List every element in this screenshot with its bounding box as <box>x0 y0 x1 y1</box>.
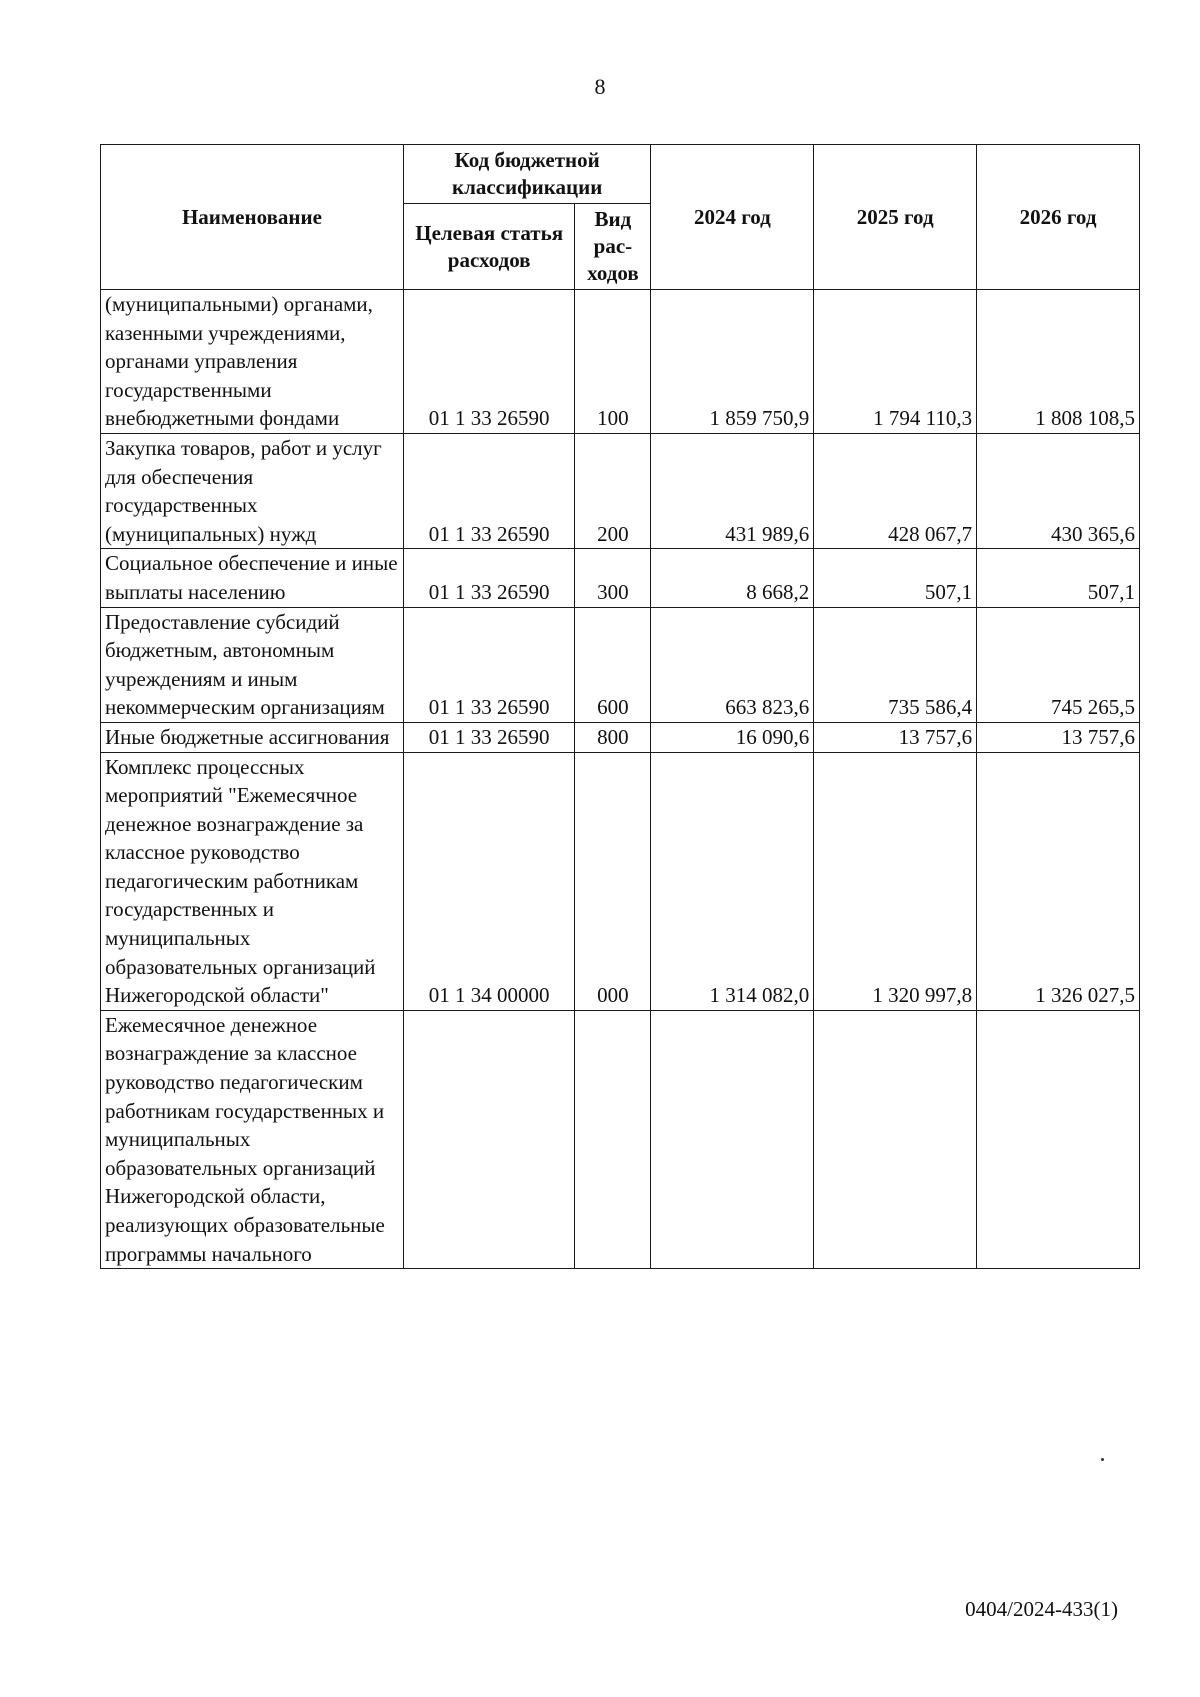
row-name: Социальное обеспечение и иные выплаты населению <box>101 549 404 607</box>
row-name: (муниципальными) органами, казенными учреждениями, органами управления государственными внебюджетными фондами <box>101 290 404 434</box>
budget-table <box>100 144 1140 1269</box>
row-value-2026: 13 757,6 <box>977 722 1140 752</box>
row-value-2024: 1 859 750,9 <box>651 290 814 434</box>
document-number: 0404/2024-433(1) <box>965 1597 1118 1621</box>
row-value-2025 <box>814 1010 977 1268</box>
table-header <box>101 145 1140 290</box>
row-value-2024 <box>651 1010 814 1268</box>
table-row <box>101 607 1140 722</box>
row-code: 01 1 33 26590 <box>403 433 575 548</box>
table-body <box>101 290 1140 1269</box>
row-name: Предоставление субсидий бюджетным, автономным учреждениям и иным некоммерческим организациям <box>101 607 404 722</box>
row-name: Комплекс процессных мероприятий "Ежемесячное денежное вознаграждение за классное руководство педагогическим работникам государственных и муниципальных образовательных организаций Нижегородской области" <box>101 752 404 1010</box>
row-code <box>403 1010 575 1268</box>
page-number: 8 <box>594 74 606 99</box>
row-kind: 200 <box>575 433 651 548</box>
row-name: Ежемесячное денежное вознаграждение за классное руководство педагогическим работникам государственных и муниципальных образовательных организаций Нижегородской области, реализующих образовательные программы начального <box>101 1010 404 1268</box>
row-value-2024: 16 090,6 <box>651 722 814 752</box>
row-code: 01 1 33 26590 <box>403 607 575 722</box>
row-value-2025: 507,1 <box>814 549 977 607</box>
table-row <box>101 722 1140 752</box>
table-row <box>101 1010 1140 1268</box>
header-budget-code: Код бюджетной классификации <box>403 145 651 204</box>
row-value-2025: 428 067,7 <box>814 433 977 548</box>
row-kind: 600 <box>575 607 651 722</box>
row-kind: 100 <box>575 290 651 434</box>
row-code: 01 1 33 26590 <box>403 549 575 607</box>
row-value-2024: 663 823,6 <box>651 607 814 722</box>
row-value-2025: 13 757,6 <box>814 722 977 752</box>
row-code: 01 1 34 00000 <box>403 752 575 1010</box>
row-kind: 000 <box>575 752 651 1010</box>
header-expense-kind: Вид рас- ходов <box>575 204 651 290</box>
header-2025: 2025 год <box>814 145 977 290</box>
row-value-2025: 1 794 110,3 <box>814 290 977 434</box>
row-value-2026 <box>977 1010 1140 1268</box>
row-kind <box>575 1010 651 1268</box>
row-value-2025: 1 320 997,8 <box>814 752 977 1010</box>
row-kind: 300 <box>575 549 651 607</box>
row-value-2024: 8 668,2 <box>651 549 814 607</box>
row-value-2024: 1 314 082,0 <box>651 752 814 1010</box>
header-target-article: Целевая статья расходов <box>403 204 575 290</box>
row-value-2024: 431 989,6 <box>651 433 814 548</box>
row-value-2025: 735 586,4 <box>814 607 977 722</box>
table-row <box>101 433 1140 548</box>
row-value-2026: 430 365,6 <box>977 433 1140 548</box>
header-2024: 2024 год <box>651 145 814 290</box>
row-value-2026: 745 265,5 <box>977 607 1140 722</box>
row-name: Иные бюджетные ассигнования <box>101 722 404 752</box>
header-name: Наименование <box>101 145 404 290</box>
header-2026: 2026 год <box>977 145 1140 290</box>
table-row <box>101 290 1140 434</box>
row-name: Закупка товаров, работ и услуг для обеспечения государственных (муниципальных) нужд <box>101 433 404 548</box>
table-row <box>101 549 1140 607</box>
row-code: 01 1 33 26590 <box>403 722 575 752</box>
row-value-2026: 1 326 027,5 <box>977 752 1140 1010</box>
row-value-2026: 1 808 108,5 <box>977 290 1140 434</box>
row-value-2026: 507,1 <box>977 549 1140 607</box>
table-row <box>101 752 1140 1010</box>
scan-speck <box>1101 1458 1104 1461</box>
row-code: 01 1 33 26590 <box>403 290 575 434</box>
row-kind: 800 <box>575 722 651 752</box>
